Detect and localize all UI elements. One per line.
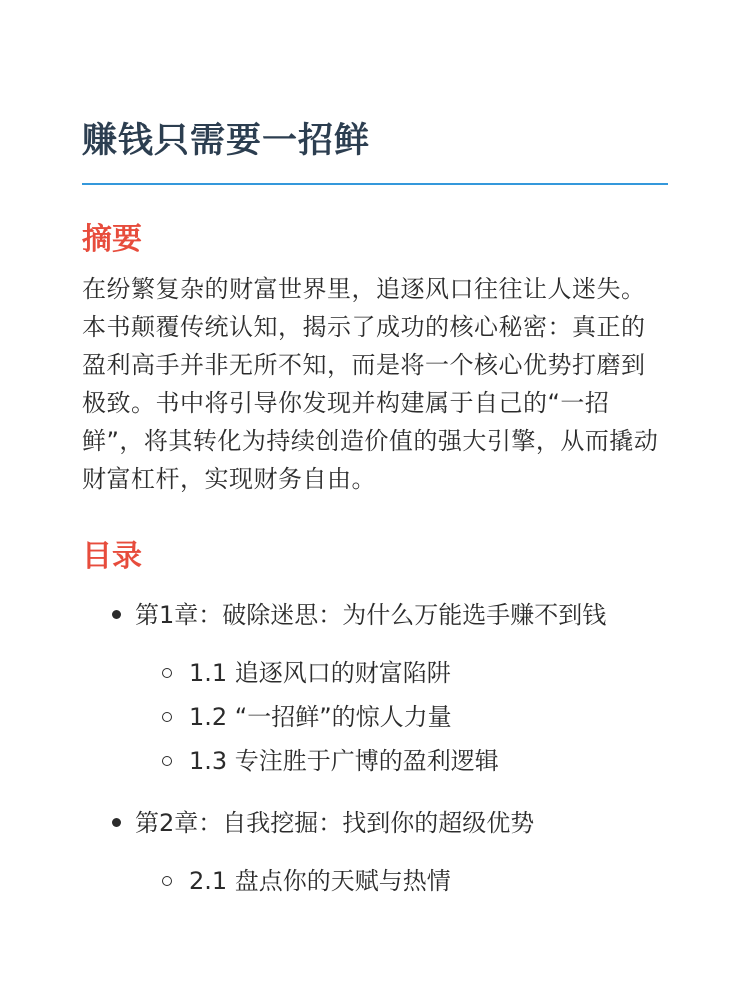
toc-chapter-2 (82, 803, 668, 903)
toc-chapter-1 (82, 595, 668, 783)
section-title: 2.1 盘点你的天赋与热情 (189, 867, 451, 895)
toc-section-2-1 (135, 859, 668, 903)
chapter-sections (135, 651, 668, 783)
hollow-bullet-icon (162, 712, 172, 722)
toc-heading: 目录 (82, 539, 142, 574)
section-title: 1.2 “一招鲜”的惊人力量 (189, 703, 452, 731)
title-divider (82, 183, 668, 185)
section-title: 1.3 专注胜于广博的盈利逻辑 (189, 747, 499, 775)
summary-text: 在纷繁复杂的财富世界里，追逐风口往往让人迷失。本书颠覆传统认知，揭示了成功的核心秘密：真正的盈利高手并非无所不知，而是将一个核心优势打磨到极致。书中将引导你发现并构建属于自己的“一招鲜”，将其转化为持续创造价值的强大引擎，从而撬动财富杠杆，实现财务自由。 (82, 275, 659, 493)
chapter-title: 第2章：自我挖掘：找到你的超级优势 (135, 809, 535, 837)
toc-section-1-2 (135, 695, 668, 739)
hollow-bullet-icon (162, 668, 172, 678)
table-of-contents (82, 595, 668, 903)
summary-heading: 摘要 (82, 222, 142, 257)
document-title: 赚钱只需要一招鲜 (82, 121, 371, 161)
filled-bullet-icon (112, 818, 121, 827)
hollow-bullet-icon (162, 756, 172, 766)
toc-section-1-1 (135, 651, 668, 695)
hollow-bullet-icon (162, 876, 172, 886)
chapter-title: 第1章：破除迷思：为什么万能选手赚不到钱 (135, 601, 607, 629)
chapter-sections (135, 859, 668, 903)
filled-bullet-icon (112, 610, 121, 619)
toc-section-1-3 (135, 739, 668, 783)
section-title: 1.1 追逐风口的财富陷阱 (189, 659, 451, 687)
